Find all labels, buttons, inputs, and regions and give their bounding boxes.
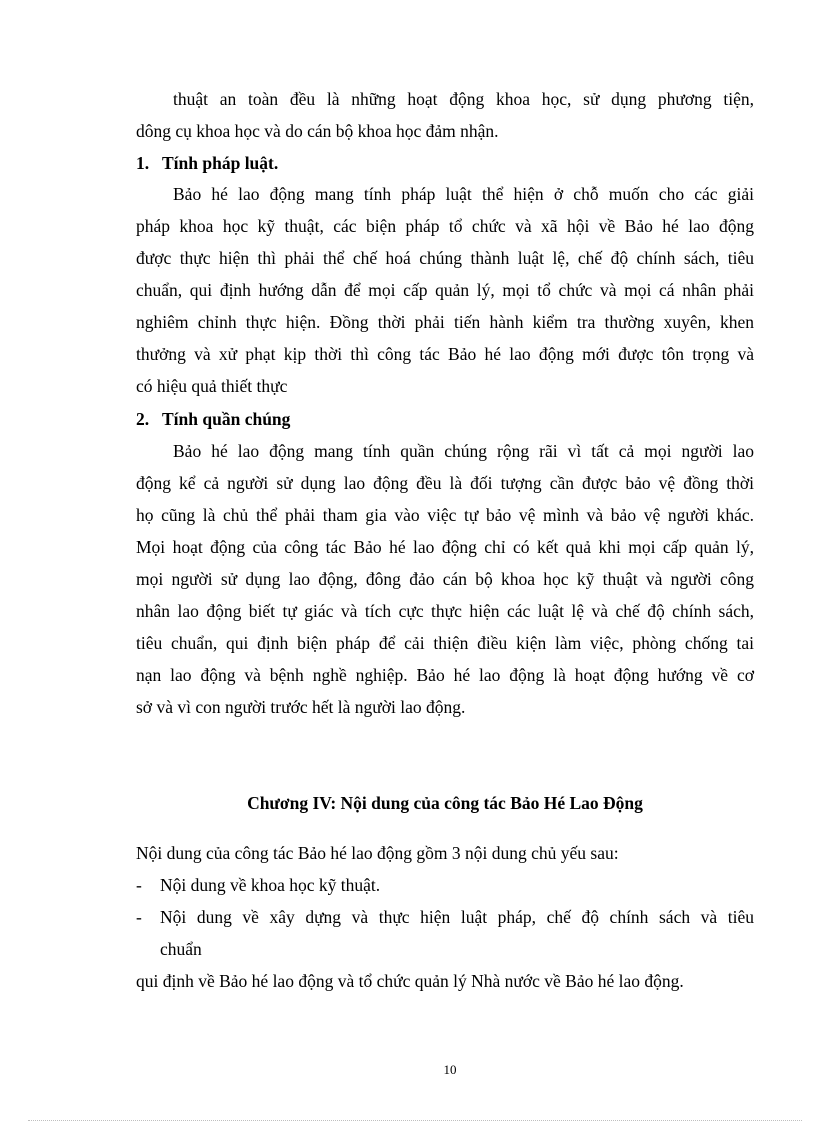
text-line: thưởng và xử phạt kịp thời thì công tác Bảo hé lao động mới được tôn trọng và	[136, 344, 754, 364]
text-line: Bảo hé lao động mang tính quần chúng rộng rãi vì tất cả mọi người lao	[173, 441, 754, 461]
section-1-paragraph	[136, 178, 754, 402]
chapter-intro: Nội dung của công tác Bảo hé lao động gồm 3 nội dung chủ yếu sau:	[136, 843, 619, 863]
footer-divider	[28, 1120, 802, 1121]
text-line: được thực hiện thì phải thể chế hoá chúng thành luật lệ, chế độ chính sách, tiêu	[136, 248, 754, 268]
bullet-item	[136, 869, 754, 901]
text-line: sở và vì con người trước hết là người lao động.	[136, 697, 466, 717]
section-1-title: Tính pháp luật.	[162, 153, 279, 173]
intro-paragraph	[136, 83, 754, 147]
bullet-dash: -	[136, 907, 142, 927]
bullet-dash: -	[136, 875, 142, 895]
text-line: động kể cả người sử dụng lao động đều là đối tượng cần được bảo vệ đồng thời	[136, 473, 754, 493]
chapter-title: Chương IV: Nội dung của công tác Bảo Hé Lao Động	[247, 793, 643, 813]
text-line: nạn lao động và bệnh nghề nghiệp. Bảo hé lao động là hoạt động hướng về cơ	[136, 665, 754, 685]
page-number: 10	[443, 1062, 457, 1077]
text-line: tiêu chuẩn, qui định biện pháp để cải thiện điều kiện làm việc, phòng chống tai	[136, 633, 754, 653]
bullet-text: Nội dung về khoa học kỹ thuật.	[160, 875, 381, 895]
text-line: Bảo hé lao động mang tính pháp luật thể hiện ở chỗ muốn cho các giải	[173, 184, 754, 204]
text-line: Mọi hoạt động của công tác Bảo hé lao động chỉ có kết quả khi mọi cấp quản lý,	[136, 537, 754, 557]
text-line: có hiệu quả thiết thực	[136, 376, 288, 396]
section-2-heading	[136, 403, 754, 435]
text-line: pháp khoa học kỹ thuật, các biện pháp tổ chức và xã hội về Bảo hé lao động	[136, 216, 754, 236]
section-2-paragraph	[136, 435, 754, 723]
section-1-number: 1.	[136, 153, 150, 173]
closing-line: qui định về Bảo hé lao động và tổ chức quản lý Nhà nước về Bảo hé lao động.	[136, 971, 684, 991]
text-line: nghiêm chỉnh thực hiện. Đồng thời phải tiến hành kiểm tra thường xuyên, khen	[136, 312, 754, 332]
text-line: chuẩn, qui định hướng dẫn để mọi cấp quản lý, mọi tổ chức và mọi cá nhân phải	[136, 280, 754, 300]
section-1-heading	[136, 147, 754, 179]
bullet-text: Nội dung về xây dựng và thực hiện luật pháp, chế độ chính sách và tiêu	[160, 907, 754, 927]
text-line: thuật an toàn đều là những hoạt động khoa học, sử dụng phương tiện,	[173, 89, 754, 109]
section-2-number: 2.	[136, 409, 150, 429]
section-2-title: Tính quần chúng	[162, 409, 291, 429]
text-line: dông cụ khoa học và do cán bộ khoa học đảm nhận.	[136, 121, 499, 141]
bullet-text-continued: chuẩn	[160, 939, 202, 959]
text-line: mọi người sử dụng lao động, đông đảo cán bộ khoa học kỹ thuật và người công	[136, 569, 754, 589]
text-line: nhân lao động biết tự giác và tích cực thực hiện các luật lệ và chế độ chính sách,	[136, 601, 754, 621]
text-line: họ cũng là chủ thể phải tham gia vào việc tự bảo vệ mình và bảo vệ người khác.	[136, 505, 754, 525]
bullet-item	[136, 901, 754, 965]
